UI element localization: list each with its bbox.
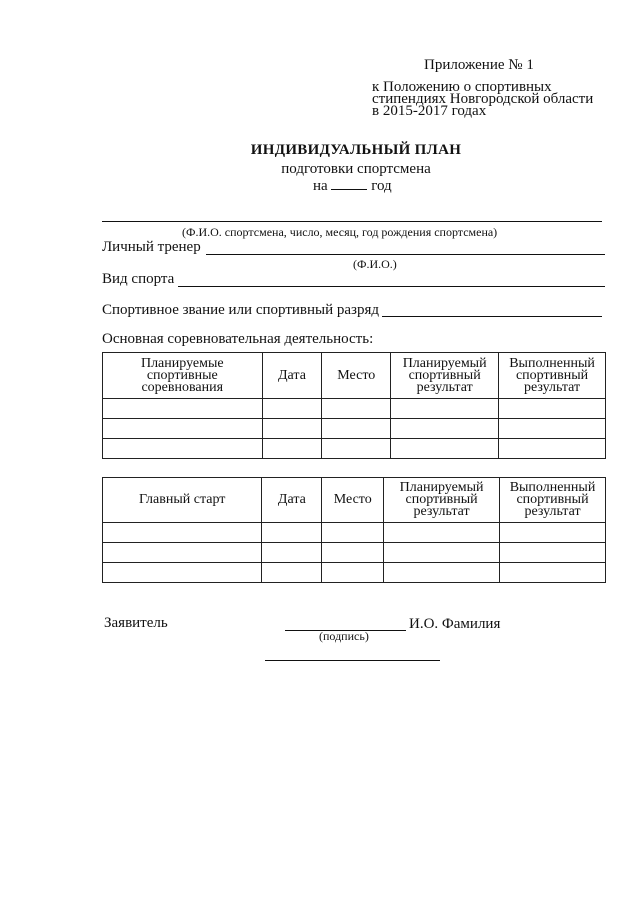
table-cell[interactable] [262, 399, 322, 419]
header-date: Дата [262, 353, 322, 399]
table-cell[interactable] [262, 543, 322, 563]
table-header-row [103, 353, 606, 399]
table-cell[interactable] [103, 563, 262, 583]
table-cell[interactable] [391, 419, 499, 439]
sport-label: Вид спорта [102, 271, 175, 287]
rank-line[interactable] [382, 316, 602, 317]
header-place: Место [322, 478, 384, 523]
year-suffix: год [371, 178, 392, 194]
table-cell[interactable] [322, 439, 391, 459]
table-cell[interactable] [384, 563, 500, 583]
header-place: Место [322, 353, 391, 399]
applicant-label: Заявитель [104, 615, 168, 631]
table-cell[interactable] [103, 419, 263, 439]
table-cell[interactable] [103, 399, 263, 419]
year-line [313, 178, 392, 194]
table-row [103, 543, 606, 563]
table-row [103, 399, 606, 419]
appendix-number: Приложение № 1 [424, 57, 534, 73]
signature-caption: (подпись) [319, 629, 369, 643]
year-prefix: на [313, 178, 328, 194]
table-cell[interactable] [322, 563, 384, 583]
table-row [103, 563, 606, 583]
table-cell[interactable] [103, 523, 262, 543]
appendix-reference-line-2: стипендиях Новгородской области [372, 91, 594, 107]
table-cell[interactable] [322, 523, 384, 543]
table-header-row [103, 478, 606, 523]
table-cell[interactable] [499, 439, 606, 459]
date-line[interactable] [265, 660, 440, 661]
athlete-caption: (Ф.И.О. спортсмена, число, месяц, год рождения спортсмена) [182, 225, 498, 239]
table-cell[interactable] [500, 543, 606, 563]
header-date: Дата [262, 478, 322, 523]
header-main-start: Главный старт [103, 478, 262, 523]
header-planned-competitions: Планируемые спортивные соревнования [103, 353, 263, 399]
coach-caption: (Ф.И.О.) [353, 257, 397, 271]
header-achieved-result: Выполненный спортивный результат [500, 478, 606, 523]
table-cell[interactable] [103, 439, 263, 459]
table-row [103, 523, 606, 543]
header-planned-result: Планируемый спортивный результат [384, 478, 500, 523]
table-cell[interactable] [384, 523, 500, 543]
coach-line[interactable] [206, 254, 605, 255]
table-cell[interactable] [262, 523, 322, 543]
table-cell[interactable] [500, 563, 606, 583]
table-cell[interactable] [262, 419, 322, 439]
athlete-line[interactable] [102, 221, 602, 222]
table-cell[interactable] [262, 439, 322, 459]
table-cell[interactable] [262, 563, 322, 583]
table-row [103, 419, 606, 439]
table-cell[interactable] [499, 419, 606, 439]
sport-line[interactable] [178, 286, 605, 287]
table-cell[interactable] [500, 523, 606, 543]
table-cell[interactable] [103, 543, 262, 563]
document-title: ИНДИВИДУАЛЬНЫЙ ПЛАН [250, 142, 462, 158]
coach-label: Личный тренер [102, 239, 201, 255]
activity-label: Основная соревновательная деятельность: [102, 331, 374, 347]
table-cell[interactable] [499, 399, 606, 419]
table-cell[interactable] [322, 419, 391, 439]
appendix-reference-line-3: в 2015-2017 годах [372, 103, 487, 119]
table-cell[interactable] [322, 543, 384, 563]
header-planned-result: Планируемый спортивный результат [391, 353, 499, 399]
document-subtitle: подготовки спортсмена [281, 161, 431, 177]
year-blank[interactable] [331, 178, 367, 190]
table-cell[interactable] [391, 439, 499, 459]
table-cell[interactable] [322, 399, 391, 419]
applicant-name: И.О. Фамилия [409, 616, 501, 632]
table-cell[interactable] [391, 399, 499, 419]
competitions-table [102, 352, 606, 459]
appendix-reference-line-1: к Положению о спортивных [372, 79, 552, 95]
header-achieved-result: Выполненный спортивный результат [499, 353, 606, 399]
table-cell[interactable] [384, 543, 500, 563]
main-start-table [102, 477, 606, 583]
rank-label: Спортивное звание или спортивный разряд [102, 302, 379, 318]
table-row [103, 439, 606, 459]
